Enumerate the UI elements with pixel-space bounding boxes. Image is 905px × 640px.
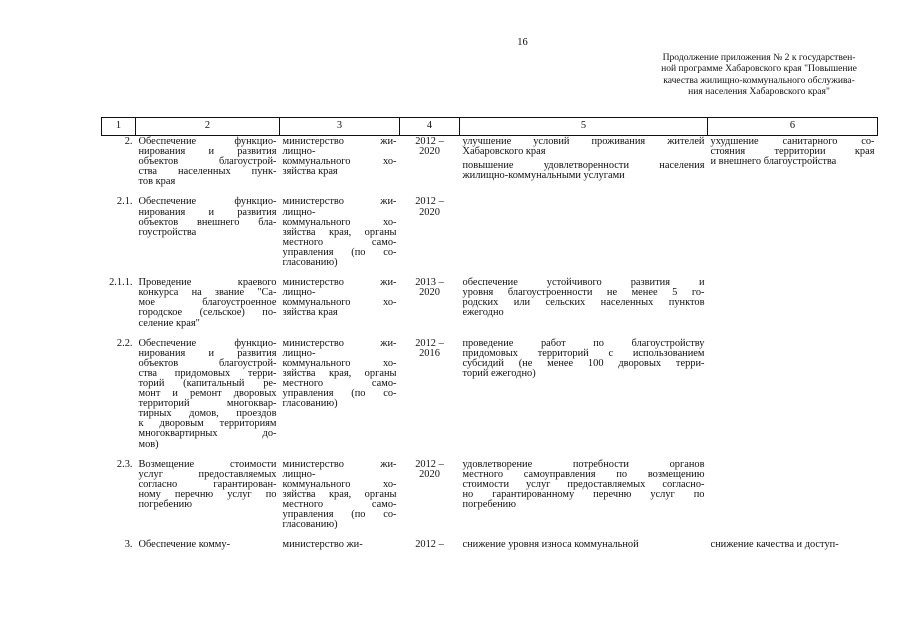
- activity-name-line: тирных домов, проездов: [138, 408, 277, 420]
- executor-cell: [280, 277, 400, 328]
- table-row: [102, 338, 878, 450]
- expected-result-line: удовлетворение потребности органов: [462, 458, 705, 470]
- executor-line: местного само-: [282, 236, 397, 248]
- row-spacer-cell: [102, 530, 878, 539]
- executor-line: управления (по со-: [282, 246, 397, 258]
- expected-result-cell: [460, 459, 708, 531]
- page-number: 16: [517, 37, 528, 48]
- column-header-2: 2: [136, 118, 280, 136]
- implementation-years-line: 2013 –: [415, 277, 444, 289]
- executor-line: лищно-: [282, 287, 316, 299]
- activity-name-line: согласно гарантирован-: [138, 478, 277, 490]
- table-row: [102, 136, 878, 188]
- row-spacer-cell: [102, 187, 878, 196]
- implementation-years-cell: [400, 338, 460, 450]
- implementation-years-line: 2012 –: [415, 337, 444, 349]
- executor-line: коммунального хо-: [282, 297, 397, 309]
- activity-name-line: объектов благоустрой-: [138, 156, 277, 168]
- non-implementation-consequences-cell: [708, 277, 878, 328]
- executor-line: коммунального хо-: [282, 478, 397, 490]
- activity-name-line: мое благоустроенное: [138, 297, 277, 309]
- non-implementation-consequences-line: стояния территории края: [710, 146, 875, 158]
- activity-name-line: селение края": [138, 317, 200, 329]
- expected-result-cell: [460, 196, 708, 268]
- activity-name-line: торий (капитальный ре-: [138, 377, 277, 389]
- non-implementation-consequences-cell: [708, 196, 878, 268]
- table-row: [102, 539, 878, 550]
- non-implementation-consequences-cell: [708, 136, 878, 188]
- activity-name-line: мов): [138, 438, 159, 450]
- expected-result-line: жилищно-коммунальными услугами: [462, 170, 625, 182]
- row-spacer: [102, 329, 878, 338]
- header-note-line: качества жилищно-коммунального обслужива-: [663, 74, 855, 86]
- executor-line: зяйства края, органы: [282, 226, 397, 238]
- executor-line: гласованию): [282, 257, 338, 269]
- executor-line: коммунального хо-: [282, 216, 397, 228]
- non-implementation-consequences-line: ухудшение санитарного со-: [710, 136, 875, 147]
- implementation-years-cell: [400, 136, 460, 188]
- table-row: [102, 196, 878, 268]
- executor-line: министерство жи-: [282, 136, 397, 147]
- row-spacer: [102, 187, 878, 196]
- executor-line: зяйства края: [282, 307, 338, 319]
- row-number: 2.3.: [116, 458, 133, 470]
- column-header-4: 4: [400, 118, 460, 136]
- activity-name-line: гоустройства: [138, 226, 197, 238]
- header-note-line: ния населения Хабаровского края": [688, 85, 830, 97]
- implementation-years-cell: [400, 539, 460, 550]
- expected-result-line: местного самоуправления по возмещению: [462, 468, 705, 480]
- activity-name-line: монт и ремонт дворовых: [138, 388, 277, 400]
- executor-line: коммунального хо-: [282, 156, 397, 168]
- implementation-years-line: 2012 –: [415, 539, 444, 551]
- activity-name-line: Обеспечение функцио-: [138, 196, 277, 208]
- column-header-6: 6: [708, 118, 878, 136]
- activity-name-line: Обеспечение функцио-: [138, 337, 277, 349]
- expected-result-line: стоимости услуг предоставляемых согласно-: [462, 478, 705, 490]
- activity-name-line: услуг предоставляемых: [138, 468, 277, 480]
- table-row: [102, 459, 878, 531]
- non-implementation-consequences-cell: [708, 338, 878, 450]
- executor-line: лищно-: [282, 146, 316, 158]
- expected-result-cell: [460, 539, 708, 550]
- row-spacer-cell: [102, 268, 878, 277]
- executor-line: зяйства края, органы: [282, 367, 397, 379]
- activity-name-line: нирования и развития: [138, 347, 277, 359]
- activity-name-line: городское (сельское) по-: [138, 307, 277, 319]
- table-row: [102, 277, 878, 328]
- activity-name-cell: [136, 338, 280, 450]
- implementation-years-line: 2020: [419, 468, 440, 480]
- executor-line: министерство жи-: [282, 539, 363, 551]
- executor-line: министерство жи-: [282, 196, 397, 208]
- implementation-years-line: 2020: [419, 146, 440, 158]
- expected-result-line: субсидий (не менее 100 дворовых терри-: [462, 357, 705, 369]
- appendix-header-note: [630, 52, 888, 97]
- activity-name-line: к дворовым территориям: [138, 418, 277, 430]
- row-spacer: [102, 530, 878, 539]
- expected-result-line: ежегодно: [462, 307, 504, 319]
- activity-name-line: ства населенных пунк-: [138, 166, 277, 178]
- expected-result-line: но гарантированному перечню услуг по: [462, 488, 705, 500]
- executor-line: министерство жи-: [282, 337, 397, 349]
- implementation-years-line: 2020: [419, 287, 440, 299]
- non-implementation-consequences-cell: [708, 539, 878, 550]
- expected-result-line: обеспечение устойчивого развития и: [462, 277, 705, 289]
- table-header-row: [102, 118, 878, 136]
- executor-cell: [280, 196, 400, 268]
- expected-result-line: уровня благоустроенности не менее 5 го-: [462, 287, 705, 299]
- executor-line: зяйства края: [282, 166, 338, 178]
- executor-line: гласованию): [282, 398, 338, 410]
- expected-result-line: проведение работ по благоустройству: [462, 337, 705, 349]
- activity-name-cell: [136, 136, 280, 188]
- activity-name-cell: [136, 459, 280, 531]
- activity-name-line: конкурса на звание "Са-: [138, 287, 277, 299]
- activity-name-line: нирования и развития: [138, 206, 277, 218]
- implementation-years-cell: [400, 277, 460, 328]
- activity-name-cell: [136, 539, 280, 550]
- executor-line: местного само-: [282, 377, 397, 389]
- row-spacer-cell: [102, 329, 878, 338]
- expected-result-line: родских или сельских населенных пунктов: [462, 297, 705, 309]
- executor-line: зяйства края, органы: [282, 488, 397, 500]
- activity-name-line: территорий многоквар-: [138, 398, 277, 410]
- row-number: 2.2.: [116, 337, 133, 349]
- executor-line: коммунального хо-: [282, 357, 397, 369]
- row-number: 2.1.1.: [109, 277, 133, 289]
- expected-result-cell: [460, 277, 708, 328]
- non-implementation-consequences-line: снижение качества и доступ-: [710, 539, 839, 551]
- executor-line: лищно-: [282, 206, 316, 218]
- activity-name-line: погребению: [138, 499, 192, 510]
- executor-cell: [280, 136, 400, 188]
- activity-name-line: нирования и развития: [138, 146, 277, 158]
- implementation-years-line: 2016: [419, 347, 440, 359]
- header-note-line: Продолжение приложения № 2 к государствен-: [662, 52, 856, 63]
- activity-name-line: ства придомовых терри-: [138, 367, 277, 379]
- expected-result-line: придомовых территорий с использованием: [462, 347, 705, 359]
- expected-result-line: Хабаровского края: [462, 146, 546, 158]
- executor-cell: [280, 459, 400, 531]
- executor-line: министерство жи-: [282, 458, 397, 470]
- expected-result-cell: [460, 136, 708, 188]
- column-header-3: 3: [280, 118, 400, 136]
- row-spacer: [102, 268, 878, 277]
- column-header-5: 5: [460, 118, 708, 136]
- column-header-1: 1: [102, 118, 136, 136]
- program-activities-table: [101, 117, 878, 550]
- executor-cell: [280, 539, 400, 550]
- implementation-years-line: 2020: [419, 206, 440, 218]
- implementation-years-cell: [400, 196, 460, 268]
- executor-line: лищно-: [282, 347, 316, 359]
- activity-name-line: многоквартирных до-: [138, 428, 277, 440]
- expected-result-line: снижение уровня износа коммунальной: [462, 539, 639, 551]
- executor-cell: [280, 338, 400, 450]
- executor-line: министерство жи-: [282, 277, 397, 289]
- executor-line: управления (по со-: [282, 509, 397, 521]
- activity-name-line: Возмещение стоимости: [138, 458, 277, 470]
- table-body: [102, 136, 878, 551]
- activity-name-line: тов края: [138, 176, 176, 188]
- non-implementation-consequences-cell: [708, 459, 878, 531]
- row-number: 2.: [124, 136, 133, 147]
- activity-name-line: Проведение краевого: [138, 277, 277, 289]
- implementation-years-cell: [400, 459, 460, 531]
- expected-result-line: торий ежегодно): [462, 367, 536, 379]
- executor-line: лищно-: [282, 468, 316, 480]
- expected-result-line: повышение удовлетворенности населения: [462, 160, 705, 172]
- activity-name-line: Обеспечение комму-: [138, 539, 231, 551]
- row-spacer: [102, 450, 878, 459]
- executor-line: гласованию): [282, 519, 338, 531]
- implementation-years-line: 2012 –: [415, 458, 444, 470]
- row-spacer-cell: [102, 450, 878, 459]
- row-number: 3.: [124, 539, 133, 551]
- executor-line: местного само-: [282, 499, 397, 510]
- activity-name-line: объектов внешнего бла-: [138, 216, 277, 228]
- activity-name-line: объектов благоустрой-: [138, 357, 277, 369]
- executor-line: управления (по со-: [282, 388, 397, 400]
- expected-result-line: улучшение условий проживания жителей: [462, 136, 705, 147]
- header-note-line: ной программе Хабаровского края "Повышение: [661, 63, 857, 75]
- activity-name-line: ному перечню услуг по: [138, 488, 277, 500]
- non-implementation-consequences-line: и внешнего благоустройства: [710, 156, 837, 168]
- activity-name-cell: [136, 196, 280, 268]
- activity-name-line: Обеспечение функцио-: [138, 136, 277, 147]
- expected-result-cell: [460, 338, 708, 450]
- implementation-years-line: 2012 –: [415, 196, 444, 208]
- activity-name-cell: [136, 277, 280, 328]
- implementation-years-line: 2012 –: [415, 136, 444, 147]
- expected-result-line: погребению: [462, 499, 516, 510]
- row-number: 2.1.: [116, 196, 133, 208]
